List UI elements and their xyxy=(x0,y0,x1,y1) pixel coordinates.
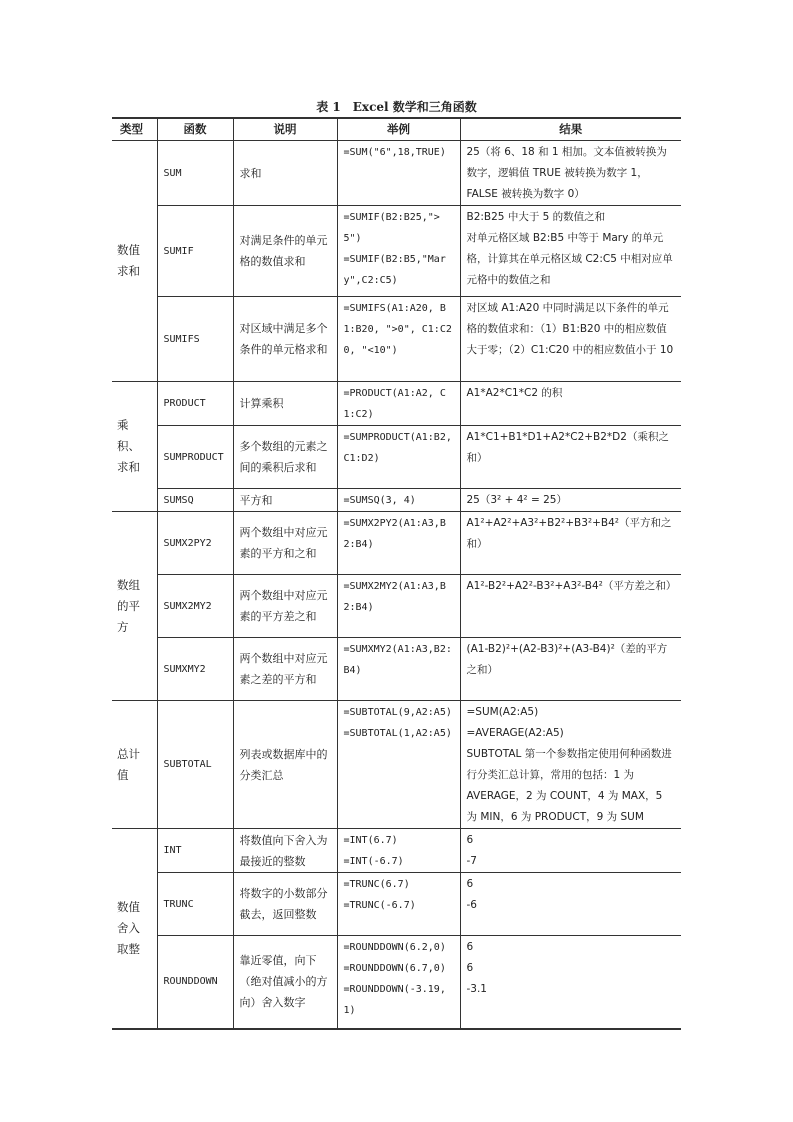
result-text: 6 xyxy=(466,962,474,974)
header-result: 结果 xyxy=(460,118,681,141)
result-text: 25（3² + 4² = 25） xyxy=(466,494,567,506)
table-row xyxy=(112,426,681,489)
table-row xyxy=(112,489,681,512)
function-name-cell: SUMX2PY2 xyxy=(157,512,233,575)
function-name-cell: SUMX2MY2 xyxy=(157,575,233,638)
function-name-cell: SUBTOTAL xyxy=(157,701,233,829)
description-cell: 两个数组中对应元素的平方和之和 xyxy=(233,512,337,575)
result-text: B2:B25 中大于 5 的数值之和 xyxy=(466,211,606,223)
result-cell xyxy=(460,512,681,575)
result-text: 6 xyxy=(466,834,474,846)
result-text: SUBTOTAL 第一个参数指定使用何种函数进行分类汇总计算，常用的包括：1 为 AVERAGE，2 为 COUNT，4 为 MAX，5 为 MIN，6 为 PRODUCT，9 为 SUM xyxy=(466,748,672,823)
example-formula: =SUBTOTAL(9,A2:A5) xyxy=(343,707,452,718)
example-cell xyxy=(337,829,460,873)
category-cell: 数组的平方 xyxy=(112,512,157,701)
example-formula: =ROUNDDOWN(6.7,0) xyxy=(343,963,446,974)
table-row xyxy=(112,829,681,873)
table-row xyxy=(112,575,681,638)
description-cell: 列表或数据库中的分类汇总 xyxy=(233,701,337,829)
example-formula: =INT(6.7) xyxy=(343,835,398,846)
header-description: 说明 xyxy=(233,118,337,141)
category-cell: 数值舍入取整 xyxy=(112,829,157,1029)
result-text: =AVERAGE(A2:A5) xyxy=(466,727,564,739)
table-row xyxy=(112,382,681,426)
example-formula: =SUBTOTAL(1,A2:A5) xyxy=(343,728,452,739)
result-text: 对区域 A1:A20 中同时满足以下条件的单元格的数值求和：（1）B1:B20 中的相应数值大于零；（2）C1:C20 中的相应数值小于 10 xyxy=(466,302,674,356)
result-text: A1*A2*C1*C2 的积 xyxy=(466,387,563,399)
example-formula: =SUMIFS(A1:A20, B1:B20, ">0", C1:C20, "<10") xyxy=(343,303,452,356)
example-formula: =INT(-6.7) xyxy=(343,856,404,867)
description-cell: 计算乘积 xyxy=(233,382,337,426)
example-cell xyxy=(337,512,460,575)
description-cell: 平方和 xyxy=(233,489,337,512)
description-cell: 对区域中满足多个条件的单元格求和 xyxy=(233,297,337,382)
description-cell: 多个数组的元素之间的乘积后求和 xyxy=(233,426,337,489)
example-cell xyxy=(337,873,460,936)
result-cell xyxy=(460,873,681,936)
table-title: 表 1 Excel 数学和三角函数 xyxy=(316,100,477,114)
table-row xyxy=(112,873,681,936)
example-cell xyxy=(337,489,460,512)
result-cell xyxy=(460,575,681,638)
result-text: -6 xyxy=(466,899,477,911)
function-name-cell: SUM xyxy=(157,141,233,206)
function-name-cell: PRODUCT xyxy=(157,382,233,426)
function-name-cell: INT xyxy=(157,829,233,873)
example-formula: =ROUNDDOWN(6.2,0) xyxy=(343,942,446,953)
function-name-cell: SUMIFS xyxy=(157,297,233,382)
result-cell xyxy=(460,426,681,489)
result-cell xyxy=(460,701,681,829)
example-cell xyxy=(337,575,460,638)
result-text: A1*C1+B1*D1+A2*C2+B2*D2（乘积之和） xyxy=(466,431,669,464)
result-text: 6 xyxy=(466,878,474,890)
example-cell xyxy=(337,701,460,829)
example-cell xyxy=(337,936,460,1029)
result-text: (A1-B2)²+(A2-B3)²+(A3-B4)²（差的平方之和） xyxy=(466,643,668,676)
description-cell: 求和 xyxy=(233,141,337,206)
result-text: =SUM(A2:A5) xyxy=(466,706,539,718)
result-text: 25（将 6、18 和 1 相加。文本值被转换为数字，逻辑值 TRUE 被转换为数字 1，FALSE 被转换为数字 0） xyxy=(466,146,667,200)
result-text: 对单元格区域 B2:B5 中等于 Mary 的单元格，计算其在单元格区域 C2:C5 中相对应单元格中的数值之和 xyxy=(466,232,673,286)
function-name-cell: SUMIF xyxy=(157,206,233,297)
example-cell xyxy=(337,426,460,489)
example-formula: =TRUNC(6.7) xyxy=(343,879,410,890)
category-cell: 数值求和 xyxy=(112,141,157,382)
example-formula: =TRUNC(-6.7) xyxy=(343,900,416,911)
example-formula: =SUMX2MY2(A1:A3,B2:B4) xyxy=(343,581,446,613)
function-name-cell: ROUNDDOWN xyxy=(157,936,233,1029)
description-cell: 对满足条件的单元格的数值求和 xyxy=(233,206,337,297)
table-body xyxy=(112,141,681,1029)
example-formula: =SUMX2PY2(A1:A3,B2:B4) xyxy=(343,518,446,550)
table-header-row xyxy=(112,118,681,141)
header-type: 类型 xyxy=(112,118,157,141)
description-cell: 两个数组中对应元素的平方差之和 xyxy=(233,575,337,638)
result-text: A1²-B2²+A2²-B3²+A3²-B4²（平方差之和） xyxy=(466,580,677,592)
description-cell: 将数字的小数部分截去，返回整数 xyxy=(233,873,337,936)
function-name-cell: TRUNC xyxy=(157,873,233,936)
result-cell xyxy=(460,936,681,1029)
example-formula: =SUMXMY2(A1:A3,B2:B4) xyxy=(343,644,452,676)
example-formula: =SUM("6",18,TRUE) xyxy=(343,147,446,158)
result-text: -3.1 xyxy=(466,983,487,995)
result-cell xyxy=(460,638,681,701)
header-example: 举例 xyxy=(337,118,460,141)
result-text: -7 xyxy=(466,855,477,867)
table-row xyxy=(112,701,681,829)
function-name-cell: SUMXMY2 xyxy=(157,638,233,701)
table-row xyxy=(112,638,681,701)
description-cell: 两个数组中对应元素之差的平方和 xyxy=(233,638,337,701)
result-text: 6 xyxy=(466,941,474,953)
example-formula: =ROUNDDOWN(-3.19,1) xyxy=(343,984,446,1016)
table-row xyxy=(112,206,681,297)
example-formula: =SUMIF(B2:B5,"Mary",C2:C5) xyxy=(343,254,446,286)
example-cell xyxy=(337,382,460,426)
example-cell xyxy=(337,297,460,382)
header-function: 函数 xyxy=(157,118,233,141)
result-cell xyxy=(460,297,681,382)
result-text: A1²+A2²+A3²+B2²+B3²+B4²（平方和之和） xyxy=(466,517,672,550)
category-cell: 乘积、求和 xyxy=(112,382,157,512)
description-cell: 将数值向下舍入为最接近的整数 xyxy=(233,829,337,873)
result-cell xyxy=(460,141,681,206)
function-name-cell: SUMPRODUCT xyxy=(157,426,233,489)
category-cell: 总计值 xyxy=(112,701,157,829)
example-formula: =SUMPRODUCT(A1:B2, C1:D2) xyxy=(343,432,452,464)
example-cell xyxy=(337,141,460,206)
description-cell: 靠近零值，向下（绝对值减小的方向）舍入数字 xyxy=(233,936,337,1029)
result-cell xyxy=(460,382,681,426)
example-cell xyxy=(337,206,460,297)
result-cell xyxy=(460,829,681,873)
example-formula: =SUMIF(B2:B25,">5") xyxy=(343,212,440,244)
result-cell xyxy=(460,489,681,512)
function-name-cell: SUMSQ xyxy=(157,489,233,512)
example-formula: =PRODUCT(A1:A2, C1:C2) xyxy=(343,388,446,420)
table-row xyxy=(112,141,681,206)
table-row xyxy=(112,512,681,575)
table-row xyxy=(112,297,681,382)
excel-math-functions-table xyxy=(112,117,681,1030)
result-cell xyxy=(460,206,681,297)
table-row xyxy=(112,936,681,1029)
example-formula: =SUMSQ(3, 4) xyxy=(343,495,416,506)
example-cell xyxy=(337,638,460,701)
